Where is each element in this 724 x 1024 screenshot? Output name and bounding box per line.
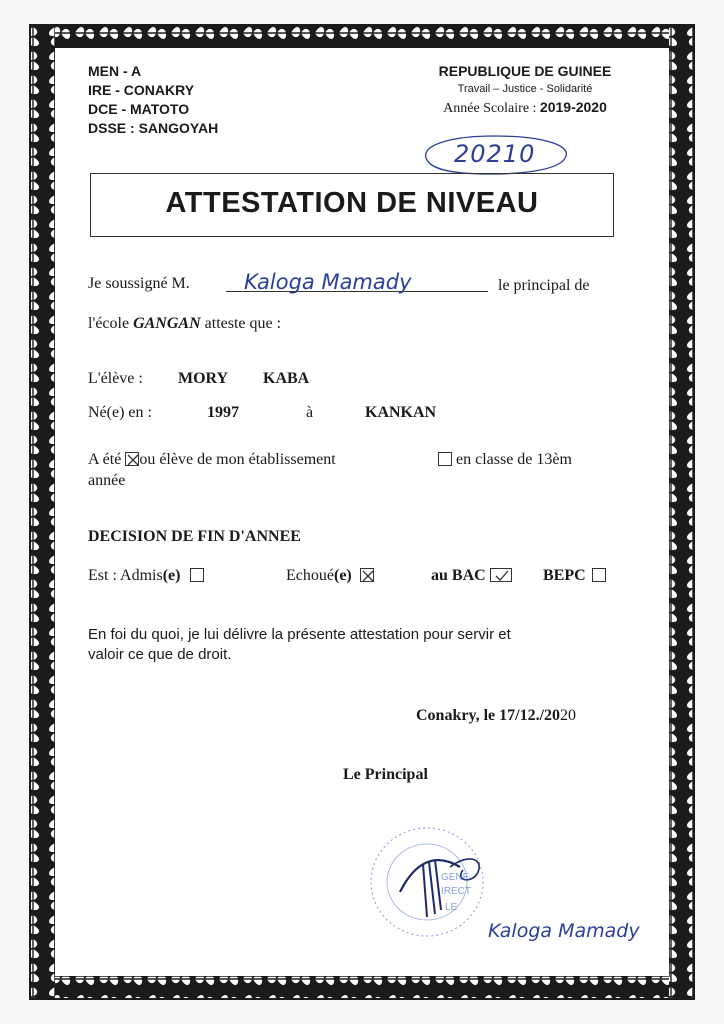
closing-paragraph bbox=[88, 625, 648, 665]
bac-option bbox=[431, 566, 512, 586]
student-last-name: KABA bbox=[263, 370, 310, 387]
student-label: L'élève : bbox=[88, 370, 143, 387]
place-date bbox=[416, 706, 576, 726]
country-name: REPUBLIQUE DE GUINEE bbox=[438, 63, 612, 79]
bepc-label: BEPC bbox=[543, 567, 586, 584]
ministry-line: MEN - A bbox=[88, 63, 142, 79]
bac-checkbox[interactable] bbox=[490, 568, 512, 582]
closing-line1: En foi du quoi, je lui délivre la présente attestation pour servir et bbox=[88, 626, 511, 643]
enrollment-prefix: A été bbox=[88, 451, 122, 468]
enrolled-checkbox[interactable] bbox=[125, 452, 139, 466]
birth-at-label: à bbox=[306, 404, 314, 421]
enrollment-line bbox=[88, 450, 336, 470]
class-checkbox[interactable] bbox=[438, 452, 452, 466]
registration-number: 20210 bbox=[454, 140, 536, 168]
school-year-value: 2019-2020 bbox=[539, 99, 607, 115]
school-year bbox=[410, 98, 640, 118]
admis-label: Est : Admis bbox=[88, 567, 163, 584]
decision-heading: DECISION DE FIN D'ANNEE bbox=[88, 528, 301, 545]
birth-year: 1997 bbox=[207, 404, 239, 421]
echoue-suffix: (e) bbox=[333, 567, 352, 584]
stamp-seal bbox=[365, 822, 495, 940]
stamp-text-3: LE bbox=[445, 902, 458, 913]
place-city: Conakry bbox=[416, 707, 476, 724]
bepc-checkbox[interactable] bbox=[592, 568, 606, 582]
intro-suffix: le principal de bbox=[498, 277, 590, 294]
date-year-end: 20 bbox=[560, 707, 577, 724]
bepc-option bbox=[543, 566, 606, 586]
echoue-option bbox=[286, 566, 374, 586]
closing-line2: valoir ce que de droit. bbox=[88, 646, 232, 663]
born-label: Né(e) en : bbox=[88, 404, 152, 421]
ire-line: IRE - CONAKRY bbox=[88, 82, 195, 98]
dce-line: DCE - MATOTO bbox=[88, 101, 190, 117]
ministry-header bbox=[88, 62, 218, 138]
official-stamp bbox=[365, 822, 495, 940]
admis-checkbox[interactable] bbox=[190, 568, 204, 582]
admis-option bbox=[88, 566, 204, 586]
dsse-line: DSSE : SANGOYAH bbox=[88, 120, 219, 136]
principal-name-handwritten: Kaloga Mamady bbox=[244, 270, 412, 294]
school-line bbox=[88, 314, 281, 334]
enrollment-option2: en classe de 13èm bbox=[456, 451, 572, 468]
student-first-name: MORY bbox=[178, 370, 229, 387]
national-motto: Travail – Justice - Solidarité bbox=[457, 83, 593, 95]
enrollment-wrap: année bbox=[88, 472, 126, 489]
echoue-label: Echoué bbox=[286, 567, 334, 584]
admis-suffix: (e) bbox=[162, 567, 181, 584]
school-year-label: Année Scolaire : bbox=[443, 101, 537, 116]
enrollment-option1: ou élève de mon établissement bbox=[139, 451, 336, 468]
date-rest: , le 17/12./20 bbox=[475, 707, 561, 724]
school-prefix: l'école bbox=[88, 315, 130, 332]
bac-label: au BAC bbox=[431, 567, 486, 584]
school-name: GANGAN bbox=[133, 315, 201, 332]
republic-header bbox=[410, 62, 640, 118]
document-title: ATTESTATION DE NIVEAU bbox=[90, 173, 614, 237]
echoue-checkbox[interactable] bbox=[360, 568, 374, 582]
school-suffix: atteste que : bbox=[204, 315, 282, 332]
stamp-text-1: GENE bbox=[441, 872, 470, 883]
signature-name: Kaloga Mamady bbox=[488, 920, 640, 942]
intro-prefix: Je soussigné M. bbox=[88, 275, 190, 292]
birth-place: KANKAN bbox=[365, 404, 437, 421]
registration-stamp bbox=[414, 132, 574, 178]
class-line bbox=[438, 450, 572, 470]
signatory-title: Le Principal bbox=[343, 766, 428, 783]
stamp-text-2: IRECT bbox=[441, 886, 471, 897]
